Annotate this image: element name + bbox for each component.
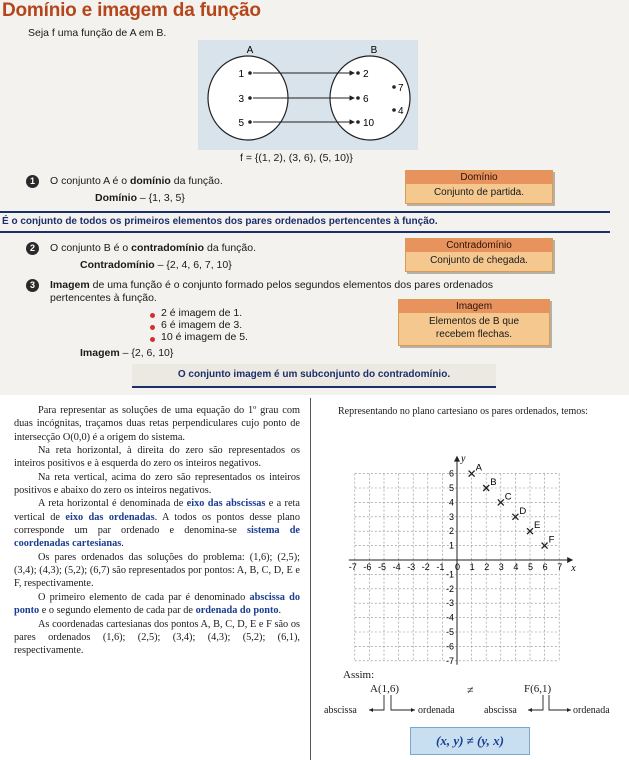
paragraph: Na reta horizontal, à direita do zero são representados os inteiros positivos e à esquerda do zero os inteiros negativos. <box>14 445 300 470</box>
x-tick-label: 5 <box>528 562 534 572</box>
point-label: F <box>548 534 555 546</box>
image-bullet: 2 é imagem de 1. <box>161 307 243 319</box>
abscissa-label: abscissa <box>484 705 517 716</box>
codomain-box: Contradomínio Conjunto de chegada. <box>405 238 553 272</box>
data-point <box>469 471 475 477</box>
b-element: 2 <box>363 69 369 80</box>
highlight-banner: O conjunto imagem é um subconjunto do contradomínio. <box>132 364 496 388</box>
point-label: E <box>534 520 541 532</box>
inequality-box: (x, y) ≠ (y, x) <box>410 727 530 755</box>
step-number: 1 <box>26 175 39 188</box>
domain-box: Domínio Conjunto de partida. <box>405 170 553 204</box>
set-b-label: B <box>370 45 378 56</box>
abscissa-label: abscissa <box>324 705 357 716</box>
image-box: Imagem Elementos de B que recebem flechas. <box>398 299 550 346</box>
y-tick-label: 2 <box>448 526 454 537</box>
domain-definition: É o conjunto de todos os primeiros elementos dos pares ordenados pertencentes à função. <box>2 216 438 227</box>
a-element: 1 <box>238 69 244 80</box>
y-axis-label: y <box>461 453 466 465</box>
x-tick-label: 2 <box>484 562 490 572</box>
y-tick-label: -2 <box>445 583 454 594</box>
intro-text: Seja f uma função de A em B. <box>28 27 167 39</box>
x-tick-label: -1 <box>436 562 445 572</box>
column-divider <box>310 398 311 760</box>
divider-rule <box>0 211 610 213</box>
item3-text: Imagem de uma função é o conjunto formado pelos segundos elementos dos pares ordenados <box>50 279 494 291</box>
point-label: B <box>490 477 497 488</box>
ordenada-label: ordenada <box>418 705 455 716</box>
x-tick-label: -3 <box>407 562 416 572</box>
x-tick-label: 0 <box>455 562 461 572</box>
point-label: A <box>475 462 482 474</box>
a-element: 3 <box>238 94 244 105</box>
divider-rule <box>0 231 610 233</box>
bullet-dot <box>150 325 155 330</box>
x-tick-label: 4 <box>513 562 519 572</box>
ordenada-label: ordenada <box>573 705 610 716</box>
codomain-result: Contradomínio – {2, 4, 6, 7, 10} <box>80 259 232 271</box>
y-tick-label: -6 <box>445 641 454 652</box>
function-definition: f = {(1, 2), (3, 6), (5, 10)} <box>240 152 353 164</box>
x-tick-label: -4 <box>392 562 401 572</box>
image-bullet: 10 é imagem de 5. <box>161 331 248 343</box>
b-element: 4 <box>398 106 404 117</box>
bullet-dot <box>150 313 155 318</box>
y-tick-label: -1 <box>445 569 454 580</box>
point-a-coord: A(1,6) <box>370 683 400 695</box>
y-tick-label: -4 <box>445 612 454 623</box>
b-element: 6 <box>363 94 369 105</box>
cartesian-plane <box>318 434 608 670</box>
point-f-coord: F(6,1) <box>524 683 552 695</box>
not-equal-sign: ≠ <box>467 683 474 697</box>
y-axis-arrow <box>454 456 460 462</box>
x-tick-label: 3 <box>498 562 504 572</box>
b-element: 10 <box>363 118 375 129</box>
item2-text: O conjunto B é o contradomínio da função. <box>50 242 257 254</box>
y-tick-label: 5 <box>448 483 454 493</box>
point-label: C <box>504 491 512 503</box>
assim-label: Assim: <box>343 669 375 681</box>
item3-text-cont: pertencentes à função. <box>50 292 157 304</box>
step-number: 3 <box>26 279 39 292</box>
bullet-dot <box>150 337 155 342</box>
y-tick-label: 1 <box>448 540 454 551</box>
domain-result: Domínio – {1, 3, 5} <box>95 192 185 204</box>
y-tick-label: 4 <box>448 497 454 508</box>
set-a-label: A <box>246 45 254 56</box>
x-tick-label: -6 <box>363 562 372 572</box>
y-tick-label: 6 <box>448 468 454 479</box>
paragraph: Na reta vertical, acima do zero são representados os inteiros positivos e abaixo do zero os inteiros negativos. <box>14 471 300 497</box>
page-title: Domínio e imagem da função <box>2 0 261 21</box>
x-tick-label: -7 <box>348 562 357 572</box>
paragraph: O primeiro elemento de cada par é denominado abscissa do ponto e o segundo elemento de cada par de ordenada do ponto. <box>14 591 300 617</box>
x-tick-label: 1 <box>469 562 475 572</box>
paragraph: As coordenadas cartesianas dos pontos A, B, C, D, E e F são os pares ordenados (1,6); (2,5); (3,4); (4,3); (5,2); (6,1), respectivamente. <box>14 618 300 657</box>
y-tick-label: 3 <box>448 511 454 522</box>
x-tick-label: -2 <box>421 562 430 572</box>
x-tick-label: -5 <box>378 562 387 572</box>
item1-text: O conjunto A é o domínio da função. <box>50 175 223 187</box>
x-tick-label: 7 <box>557 562 563 572</box>
paragraph: A reta horizontal é denominada de eixo das abscissas e a reta vertical de eixo das ordenadas. A todos os pontos desse plano corresponde um par ordenado e denomina-se sistema de coordenadas cartesianas. <box>14 498 300 550</box>
y-tick-label: -7 <box>445 655 454 666</box>
y-tick-label: -5 <box>445 627 454 637</box>
image-bullet: 6 é imagem de 3. <box>161 319 243 331</box>
explanation-text <box>14 404 300 658</box>
y-tick-label: -3 <box>445 598 454 609</box>
coordinate-arrows <box>365 693 615 715</box>
paragraph: Para representar as soluções de uma equação do 1º grau com duas incógnitas, traçamos duas retas perpendiculares cujo ponto de intersecção O(0,0) é a origem do sistema. <box>14 405 300 443</box>
arrow-diagram <box>198 40 418 150</box>
plane-intro: Representando no plano cartesiano os pares ordenados, temos: <box>338 406 588 417</box>
a-element: 5 <box>238 118 244 129</box>
cartesian-chart <box>318 434 608 670</box>
x-axis-label: x <box>571 563 576 574</box>
b-element: 7 <box>398 83 404 94</box>
x-tick-label: 6 <box>542 562 548 572</box>
image-result: Imagem – {2, 6, 10} <box>80 347 174 359</box>
paragraph: Os pares ordenados das soluções do problema: (1,6); (2,5); (3,4); (4,3); (5,2); (6,7) são representados por pontos: A, B, C, D, E e F, respectivamente. <box>14 551 300 590</box>
point-label: D <box>519 505 527 517</box>
step-number: 2 <box>26 242 39 255</box>
